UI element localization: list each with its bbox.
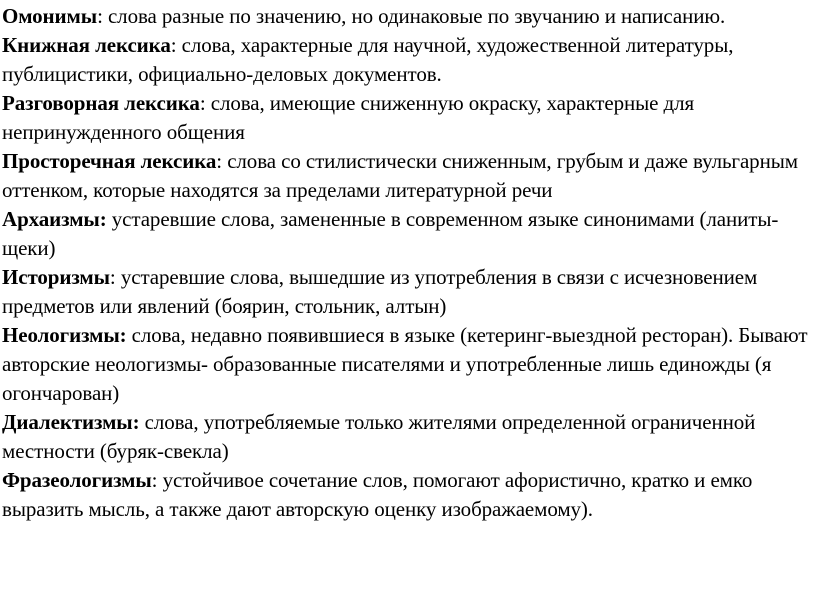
entry-omonimy [2,2,814,31]
entry-prostorechnaya-leksika [2,147,814,205]
term: Историзмы [2,265,110,289]
definition: устойчивое сочетание слов, помогают афористично, кратко и емко выразить мысль, а также дают авторскую оценку изображаемому). [2,468,753,521]
definition: слова, недавно появившиеся в языке (кетеринг-выездной ресторан). Бывают авторские неологизмы- образованные писателями и употребленные лишь единожды (я огончарован) [2,323,808,405]
entry-knizhnaya-leksika [2,31,814,89]
separator: : [199,91,206,115]
term: Книжная лексика [2,33,171,57]
separator: : [170,33,177,57]
definition: слова со стилистически сниженным, грубым и даже вульгарным оттенком, которые находятся за пределами литературной речи [2,149,798,202]
separator: : [216,149,223,173]
term: Архаизмы: [2,207,107,231]
entry-dialektizmy [2,408,814,466]
definition: слова разные по значению, но одинаковые по звучанию и написанию. [102,4,726,28]
definition: слова, имеющие сниженную окраску, характерные для непринужденного общения [2,91,695,144]
definition: слова, характерные для научной, художественной литературы, публицистики, официально-деловых документов. [2,33,734,86]
term: Неологизмы: [2,323,127,347]
separator: : [151,468,158,492]
lexicon-document [2,0,814,524]
term: Диалектизмы: [2,410,140,434]
separator: : [109,265,116,289]
entry-frazeologizmy [2,466,814,524]
entry-neologizmy [2,321,814,408]
entry-razgovornaya-leksika [2,89,814,147]
term: Разговорная лексика [2,91,200,115]
entry-istorizmy [2,263,814,321]
definition: устаревшие слова, замененные в современном языке синонимами (ланиты-щеки) [2,207,779,260]
entry-arhaizmy [2,205,814,263]
definition: слова, употребляемые только жителями определенной ограниченной местности (буряк-свекла) [2,410,756,463]
term: Омонимы [2,4,98,28]
term: Фразеологизмы [2,468,152,492]
definition: устаревшие слова, вышедшие из употребления в связи с исчезновением предметов или явлений (боярин, стольник, алтын) [2,265,758,318]
term: Просторечная лексика [2,149,217,173]
separator: : [97,4,103,28]
